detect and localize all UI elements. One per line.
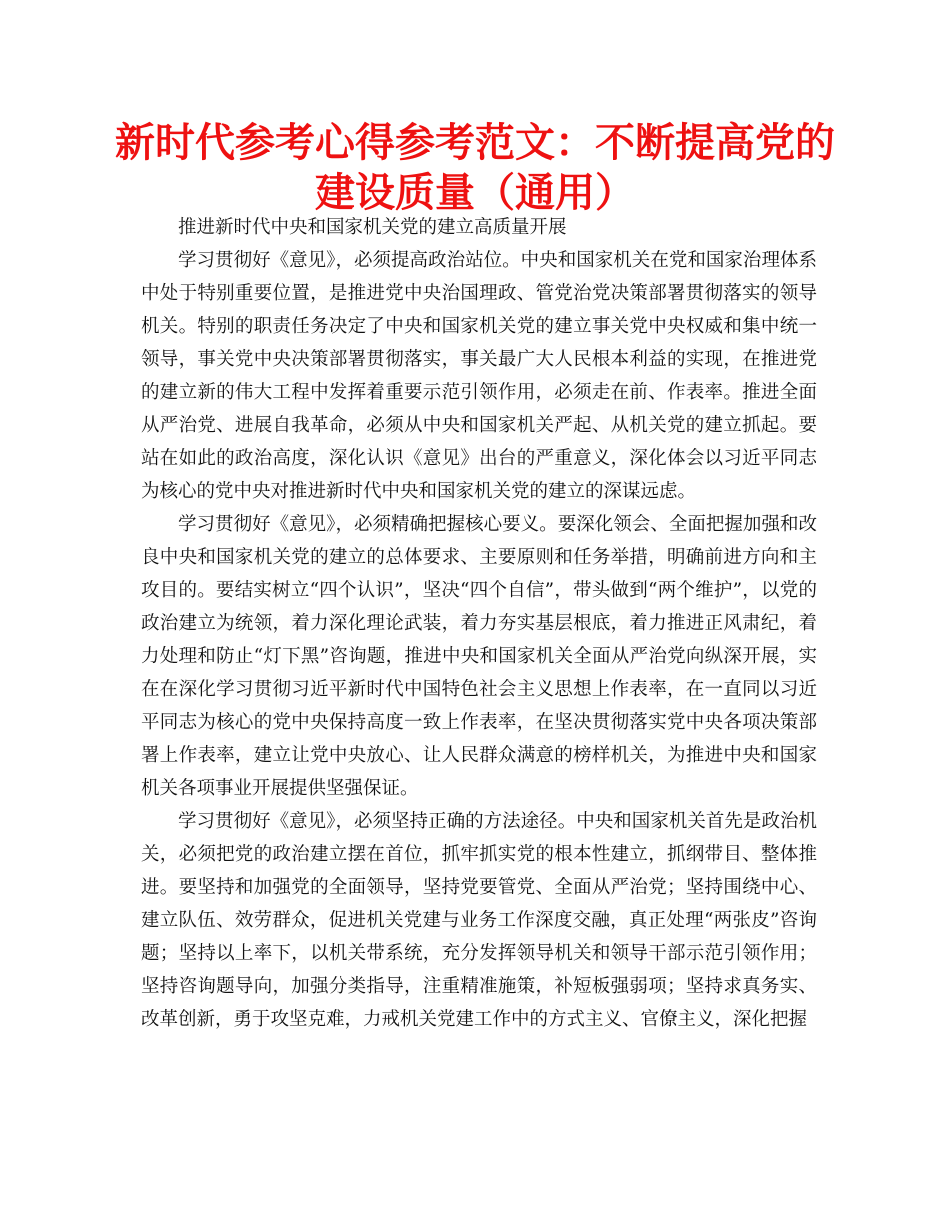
- document-title: [100, 118, 850, 218]
- title-line-2: 建设质量（通用）: [315, 170, 635, 216]
- paragraph-3: 学习贯彻好《意见》，必须坚持正确的方法途径。中央和国家机关首先是政治机关，必须把党的政治建立摆在首位，抓牢抓实党的根本性建立，抓纲带目、整体推进。要坚持和加强党的全面领导，坚持党要管党、全面从严治党；坚持围绕中心、建立队伍、效劳群众，促进机关党建与业务工作深度交融，真正处理“两张皮”咨询题；坚持以上率下，以机关带系统，充分发挥领导机关和领导干部示范引领作用；坚持咨询题导向，加强分类指导，注重精准施策，补短板强弱项；坚持求真务实、改革创新，勇于攻坚克难，力戒机关党建工作中的方式主义、官僚主义，深化把握: [141, 811, 817, 1030]
- subheading: 推进新时代中央和国家机关党的建立高质量开展: [178, 217, 567, 238]
- title-line-1: 新时代参考心得参考范文：不断提高党的: [115, 120, 835, 166]
- paragraph-1: 学习贯彻好《意见》，必须提高政治站位。中央和国家机关在党和国家治理体系中处于特别重要位置，是推进党中央治国理政、管党治党决策部署贯彻落实的领导机关。特别的职责任务决定了中央和国家机关党的建立事关党中央权威和集中统一领导，事关党中央决策部署贯彻落实，事关最广大人民根本利益的实现，在推进党的建立新的伟大工程中发挥着重要示范引领作用，必须走在前、作表率。推进全面从严治党、进展自我革命，必须从中央和国家机关严起、从机关党的建立抓起。要站在如此的政治高度，深化认识《意见》出台的严重意义，深化体会以习近平同志为核心的党中央对推进新时代中央和国家机关党的建立的深谋远虑。: [141, 250, 817, 502]
- paragraph-2: 学习贯彻好《意见》，必须精确把握核心要义。要深化领会、全面把握加强和改良中央和国家机关党的建立的总体要求、主要原则和任务举措，明确前进方向和主攻目的。要结实树立“四个认识”，坚决“四个自信”，带头做到“两个维护”，以党的政治建立为统领，着力深化理论武装，着力夯实基层根底，着力推进正风肃纪，着力处理和防止“灯下黑”咨询题，推进中央和国家机关全面从严治党向纵深开展，实在在深化学习贯彻习近平新时代中国特色社会主义思想上作表率，在一直同以习近平同志为核心的党中央保持高度一致上作表率，在坚决贯彻落实党中央各项决策部署上作表率，建立让党中央放心、让人民群众满意的榜样机关，为推进中央和国家机关各项事业开展提供坚强保证。: [141, 514, 817, 799]
- document-body: [141, 211, 817, 1036]
